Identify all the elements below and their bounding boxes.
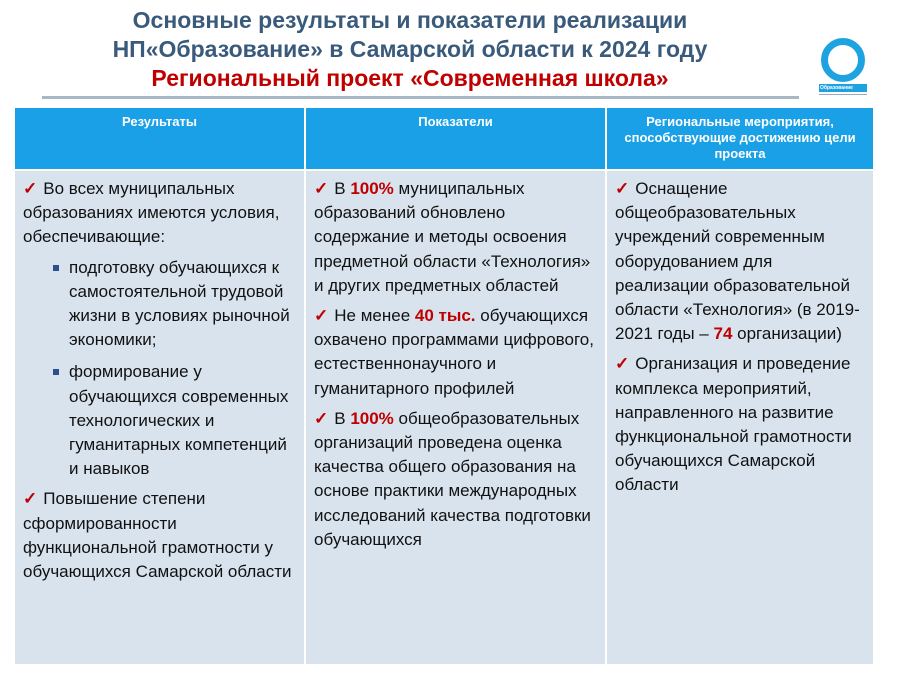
list-item — [615, 177, 865, 346]
checkmark-icon: ✓ — [615, 179, 630, 198]
indicator-3-value: 100% — [350, 408, 394, 428]
square-bullet-icon — [53, 265, 59, 271]
indicator-3-prefix: В — [334, 408, 351, 428]
checkmark-icon: ✓ — [23, 179, 38, 198]
measure-1-value: 74 — [713, 324, 733, 344]
checkmark-icon: ✓ — [615, 354, 630, 374]
cell-regional-measures — [606, 170, 873, 664]
indicator-2-value: 40 тыс. — [414, 306, 476, 326]
logo-label: Образование — [820, 85, 853, 91]
table-row — [15, 170, 873, 664]
indicator-1-text: муниципальных образований обновлено содержание и методы освоения предметной области «Технология» и других предметных областей — [314, 179, 591, 295]
checkmark-icon: ✓ — [23, 489, 38, 509]
list-item — [314, 407, 597, 552]
circle-logo-icon — [821, 38, 865, 82]
header-results: Результаты — [15, 108, 305, 170]
slide-title — [0, 6, 820, 93]
title-divider — [42, 96, 799, 99]
logo-underline — [819, 94, 867, 95]
checkmark-icon: ✓ — [314, 408, 329, 428]
title-line-2: НП«Образование» в Самарской области к 2024 году — [112, 36, 708, 62]
result-sub-2: формирование у обучающихся современных технологических и гуманитарных компетенций и навыков — [69, 362, 289, 479]
list-item — [314, 304, 597, 401]
cell-results — [15, 170, 305, 664]
sub-list-item — [23, 256, 296, 353]
indicator-1-value: 100% — [350, 179, 394, 198]
indicator-2-prefix: Не менее — [334, 306, 415, 326]
title-line-1: Основные результаты и показатели реализации — [132, 7, 688, 33]
list-item — [615, 352, 865, 497]
sub-list-item — [23, 360, 296, 481]
title-line-3: Региональный проект «Современная школа» — [151, 65, 669, 91]
obrazovanie-logo — [815, 38, 871, 98]
cell-indicators — [305, 170, 606, 664]
measure-2-text: Организация и проведение комплекса мероприятий, направленного на развитие функциональной грамотности обучающихся Самарской области — [615, 354, 852, 495]
measure-1-text: Оснащение общеобразовательных учреждений современным оборудованием для реализации образовательной области «Технология» (в 2019-2021 годы – — [615, 179, 860, 344]
square-bullet-icon — [53, 369, 59, 375]
indicator-3-text: общеобразовательных организаций проведена оценка качества общего образования на основе практики международных исследований качества подготовки обучающихся — [314, 408, 591, 549]
table-header-row — [15, 108, 873, 170]
result-sub-1: подготовку обучающихся к самостоятельной трудовой жизни в условиях рыночной экономики; — [69, 257, 290, 350]
indicator-2-text: обучающихся охвачено программами цифрового, естественнонаучного и гуманитарного профилей — [314, 306, 594, 398]
header-indicators: Показатели — [305, 108, 606, 170]
list-item — [23, 487, 296, 584]
list-item — [23, 177, 296, 250]
result-text-2: Повышение степени сформированности функциональной грамотности у обучающихся Самарской области — [23, 489, 292, 582]
checkmark-icon: ✓ — [314, 179, 329, 198]
results-table — [15, 108, 873, 664]
measure-1-suffix: организации) — [732, 324, 842, 344]
indicator-1-prefix: В — [334, 179, 351, 198]
header-regional-measures: Региональные мероприятия, способствующие достижению цели проекта — [606, 108, 873, 170]
checkmark-icon: ✓ — [314, 306, 329, 326]
list-item — [314, 177, 597, 298]
result-text-1: Во всех муниципальных образованиях имеются условия, обеспечивающие: — [23, 179, 280, 247]
